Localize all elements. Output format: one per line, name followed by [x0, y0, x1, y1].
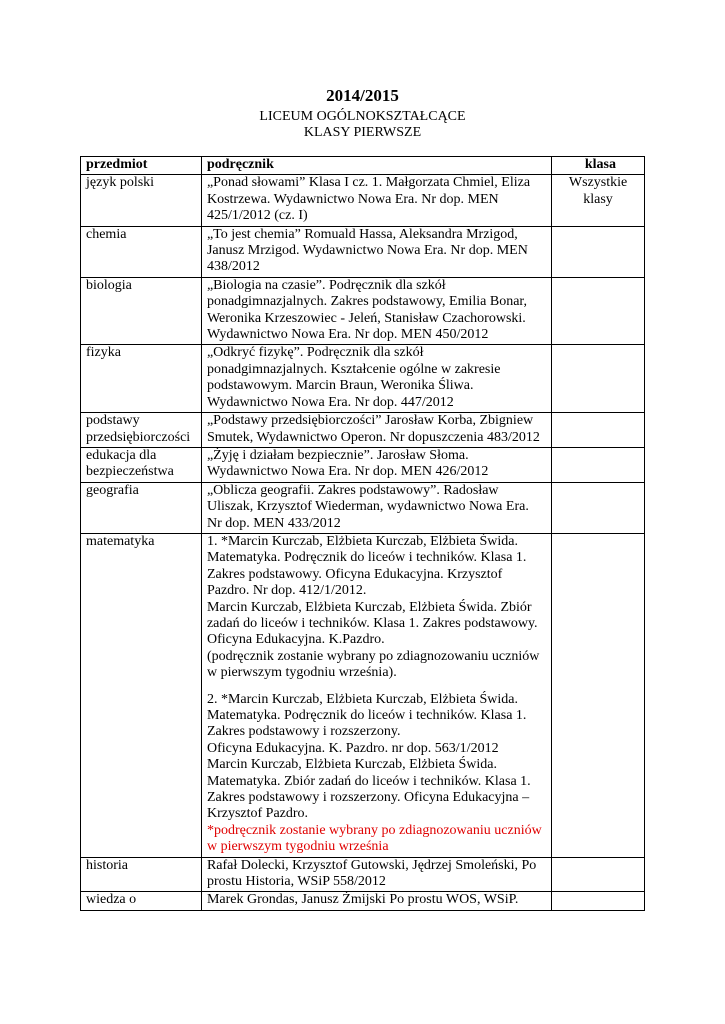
textbook-cell: „To jest chemia” Romuald Hassa, Aleksandra Mrzigod, Janusz Mrzigod. Wydawnictwo Nowa Era. Nr dop. MEN 438/2012	[201, 226, 551, 277]
subject-cell: wiedza o	[81, 892, 202, 910]
class-cell	[552, 533, 645, 857]
class-cell: Wszystkie klasy	[552, 175, 645, 226]
paragraph-gap	[207, 682, 546, 692]
class-cell	[552, 345, 645, 413]
subject-cell: podstawy przedsiębiorczości	[81, 413, 202, 448]
column-header-subject: przedmiot	[81, 157, 202, 175]
document-year: 2014/2015	[326, 86, 399, 105]
column-header-class: klasa	[552, 157, 645, 175]
subject-cell: edukacja dla bezpieczeństwa	[81, 447, 202, 482]
subject-cell: język polski	[81, 175, 202, 226]
school-name: LICEUM OGÓLNOKSZTAŁCĄCE	[259, 109, 466, 124]
column-header-textbook: podręcznik	[201, 157, 551, 175]
class-cell	[552, 892, 645, 910]
textbook-cell: „Ponad słowami” Klasa I cz. 1. Małgorzata Chmiel, Eliza Kostrzewa. Wydawnictwo Nowa Era. Nr dop. MEN 425/1/2012 (cz. I)	[201, 175, 551, 226]
textbook-cell: „Odkryć fizykę”. Podręcznik dla szkół ponadgimnazjalnych. Kształcenie ogólne w zakresie podstawowym. Marcin Braun, Weronika Śliwa. Wydawnictwo Nowa Era. Nr dop. 447/2012	[201, 345, 551, 413]
class-cell	[552, 226, 645, 277]
class-cell	[552, 277, 645, 345]
table-row	[81, 226, 645, 277]
math-option-1-note: (podręcznik zostanie wybrany po zdiagnozowaniu uczniów w pierwszym tygodniu września).	[206, 648, 540, 681]
textbook-table	[80, 156, 645, 911]
math-option-2-textbook: 2. *Marcin Kurczab, Elżbieta Kurczab, Elżbieta Świda. Matematyka. Podręcznik do liceów i techników. Klasa 1. Zakres podstawowy i rozszerzony.	[206, 691, 527, 740]
table-row	[81, 857, 645, 892]
class-level: KLASY PIERWSZE	[303, 125, 422, 140]
class-cell	[552, 447, 645, 482]
table-row	[81, 447, 645, 482]
table-row	[81, 482, 645, 533]
subject-cell: historia	[81, 857, 202, 892]
table-header-row	[81, 157, 645, 175]
textbook-cell: Marek Grondas, Janusz Żmijski Po prostu WOS, WSiP.	[201, 892, 551, 910]
class-cell	[552, 482, 645, 533]
table-row	[81, 892, 645, 910]
subject-cell: geografia	[81, 482, 202, 533]
math-selection-note: *podręcznik zostanie wybrany po zdiagnozowaniu uczniów w pierwszym tygodniu września	[206, 822, 542, 855]
class-cell	[552, 413, 645, 448]
textbook-cell: „Podstawy przedsiębiorczości” Jarosław Korba, Zbigniew Smutek, Wydawnictwo Operon. Nr dopuszczenia 483/2012	[201, 413, 551, 448]
math-option-1-exercises: Marcin Kurczab, Elżbieta Kurczab, Elżbieta Świda. Zbiór zadań do liceów i techników. Klasa 1. Zakres podstawowy. Oficyna Edukacyjna. K.Pazdro.	[206, 599, 538, 648]
math-option-1-textbook: 1. *Marcin Kurczab, Elżbieta Kurczab, Elżbieta Świda. Matematyka. Podręcznik do liceów i techników. Klasa 1. Zakres podstawowy. Oficyna Edukacyjna. Krzysztof Pazdro. Nr dop. 412/1/2012.	[206, 533, 527, 599]
subject-cell: chemia	[81, 226, 202, 277]
subject-cell: biologia	[81, 277, 202, 345]
table-row	[81, 533, 645, 857]
table-row	[81, 175, 645, 226]
table-row	[81, 345, 645, 413]
subject-cell: fizyka	[81, 345, 202, 413]
textbook-cell: „Oblicza geografii. Zakres podstawowy”. Radosław Uliszak, Krzysztof Wiederman, wydawnictwo Nowa Era. Nr dop. MEN 433/2012	[201, 482, 551, 533]
table-row	[81, 413, 645, 448]
math-option-2-publisher: Oficyna Edukacyjna. K. Pazdro. nr dop. 563/1/2012	[206, 740, 499, 756]
subject-cell: matematyka	[81, 533, 202, 857]
textbook-cell: Rafał Dolecki, Krzysztof Gutowski, Jędrzej Smoleński, Po prostu Historia, WSiP 558/2012	[201, 857, 551, 892]
textbook-cell: „Żyję i działam bezpiecznie”. Jarosław Słoma. Wydawnictwo Nowa Era. Nr dop. MEN 426/2012	[201, 447, 551, 482]
textbook-cell: „Biologia na czasie”. Podręcznik dla szkół ponadgimnazjalnych. Zakres podstawowy, Emilia Bonar, Weronika Krzeszowiec - Jeleń, Stanisław Czachorowski. Wydawnictwo Nowa Era. Nr dop. MEN 450/2012	[201, 277, 551, 345]
class-cell	[552, 857, 645, 892]
table-row	[81, 277, 645, 345]
textbook-cell	[201, 533, 551, 857]
math-option-2-exercises: Marcin Kurczab, Elżbieta Kurczab, Elżbieta Świda. Matematyka. Zbiór zadań do liceów i techników. Klasa 1. Zakres podstawowy i rozszerzony. Oficyna Edukacyjna – Krzysztof Pazdro.	[206, 757, 531, 822]
